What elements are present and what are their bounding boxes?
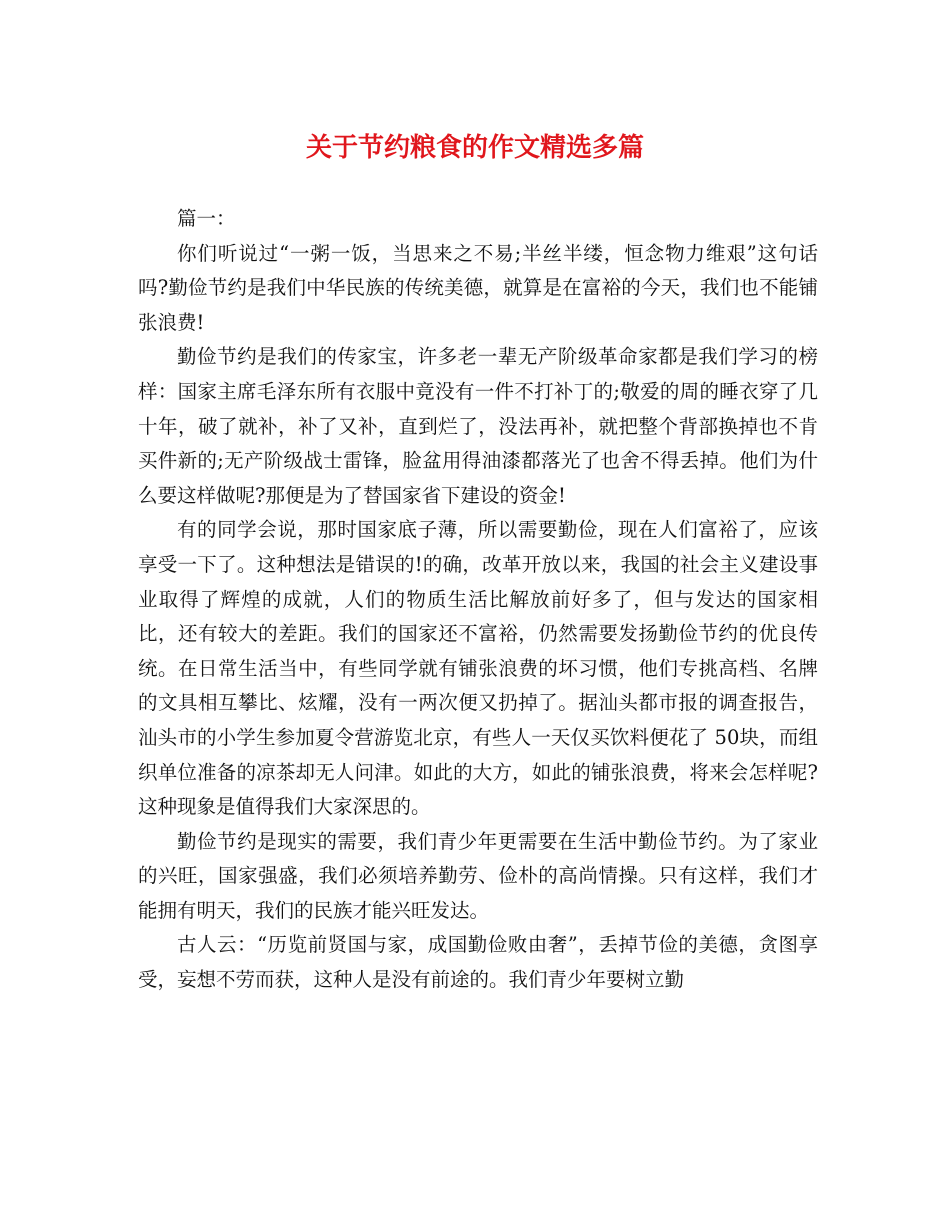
paragraph-3: 有的同学会说，那时国家底子薄，所以需要勤俭，现在人们富裕了，应该享受一下了。这种想法是错误的!的确，改革开放以来，我国的社会主义建设事业取得了辉煌的成就，人们的物质生活比解放前好多了，但与发达的国家相比，还有较大的差距。我们的国家还不富裕，仍然需要发扬勤俭节约的优良传统。在日常生活当中，有些同学就有铺张浪费的坏习惯，他们专挑高档、名牌的文具相互攀比、炫耀，没有一两次便又扔掉了。据汕头都市报的调查报告，汕头市的小学生参加夏令营游览北京，有些人一天仅买饮料便花了 50块，而组织单位准备的凉茶却无人问津。如此的大方，如此的铺张浪费，将来会怎样呢?这种现象是值得我们大家深思的。 <box>138 518 818 819</box>
paragraph-5: 古人云：“历览前贤国与家，成国勤俭败由奢”，丢掉节俭的美德，贪图享受，妄想不劳而获，这种人是没有前途的。我们青少年要树立勤 <box>138 933 818 992</box>
document-body <box>138 202 818 998</box>
paragraph-2: 勤俭节约是我们的传家宝，许多老一辈无产阶级革命家都是我们学习的榜样：国家主席毛泽东所有衣服中竟没有一件不打补丁的;敬爱的周的睡衣穿了几十年，破了就补，补了又补，直到烂了，没法再补，就把整个背部换掉也不肯买件新的;无产阶级战士雷锋，脸盆用得油漆都落光了也舍不得丢掉。他们为什么要这样做呢?那便是为了替国家省下建设的资金! <box>138 345 818 507</box>
document-title: 关于节约粮食的作文精选多篇 <box>305 133 644 163</box>
paragraph-4: 勤俭节约是现实的需要，我们青少年更需要在生活中勤俭节约。为了家业的兴旺，国家强盛，我们必须培养勤劳、俭朴的高尚情操。只有这样，我们才能拥有明天，我们的民族才能兴旺发达。 <box>138 829 818 922</box>
section-label: 篇一： <box>177 207 236 230</box>
paragraph-1: 你们听说过“一粥一饭，当思来之不易;半丝半缕，恒念物力维艰”这句话吗?勤俭节约是我们中华民族的传统美德，就算是在富裕的今天，我们也不能铺张浪费! <box>138 241 818 334</box>
